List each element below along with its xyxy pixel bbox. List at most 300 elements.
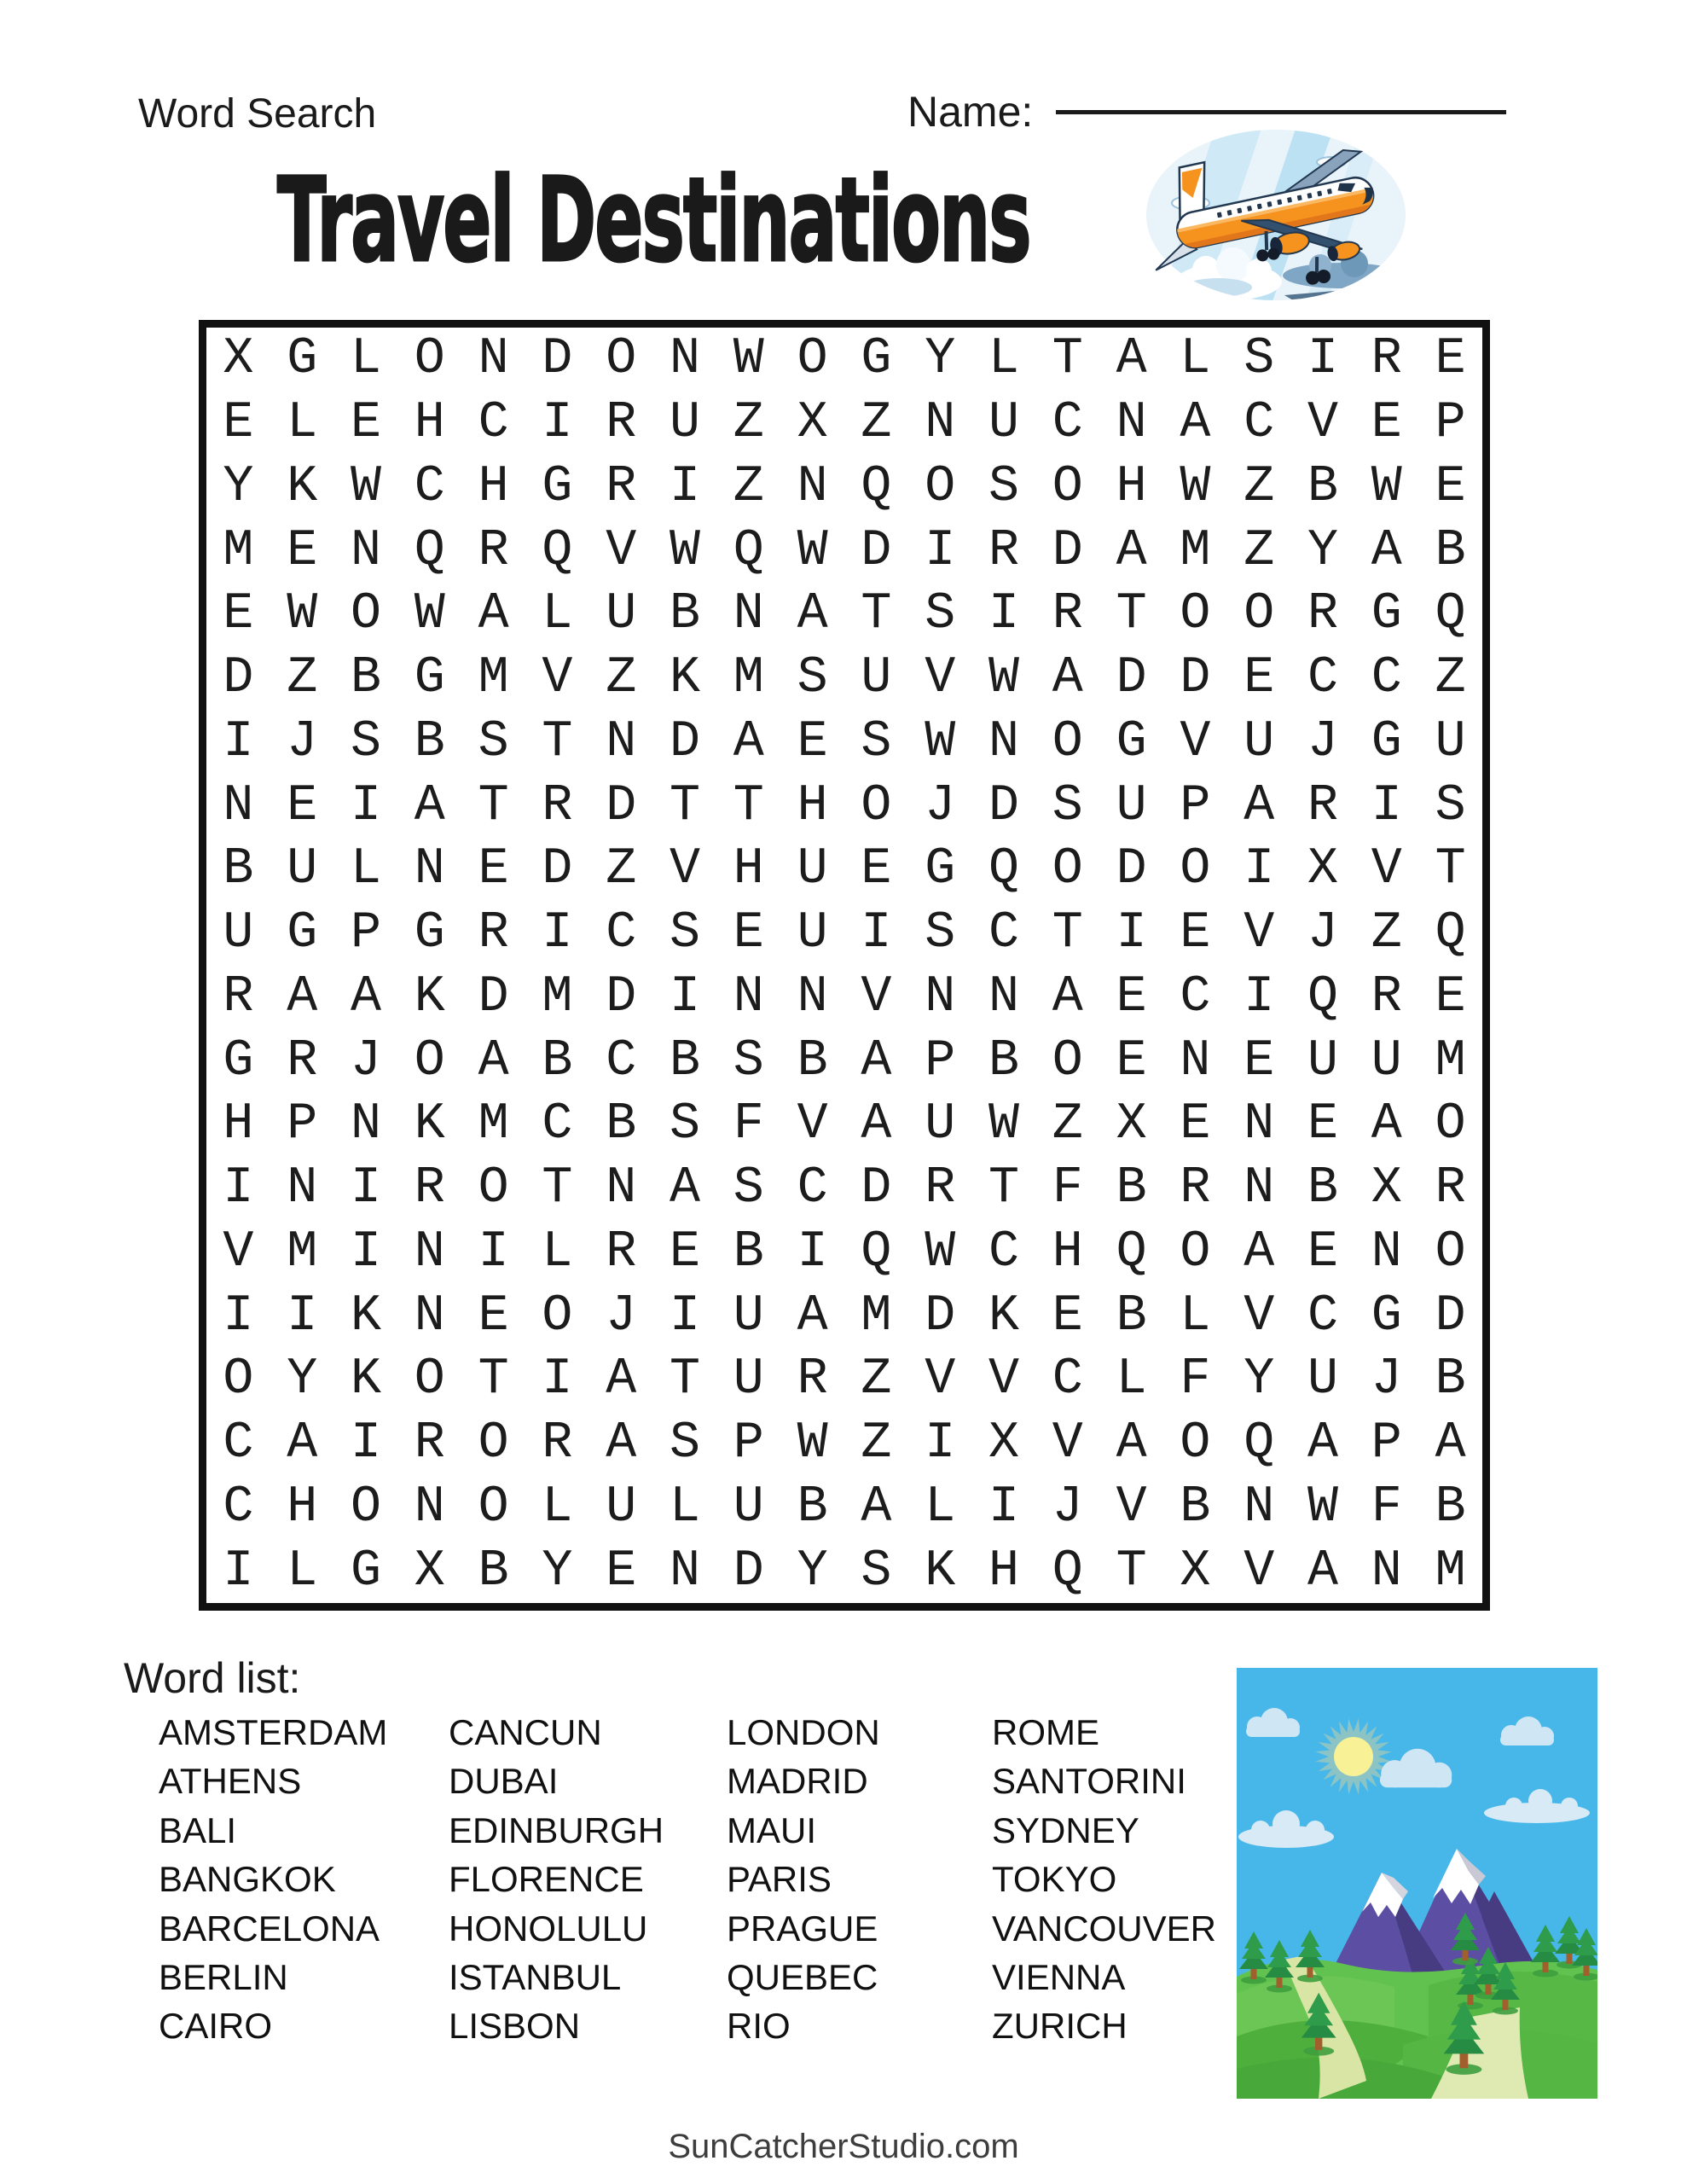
- grid-cell: S: [1052, 776, 1083, 835]
- grid-cell: U: [1371, 1031, 1402, 1090]
- grid-cell: I: [350, 1223, 381, 1281]
- grid-cell: J: [350, 1031, 381, 1090]
- grid-cell: O: [861, 776, 892, 835]
- grid-cell: R: [287, 1031, 318, 1090]
- word-list-item: MADRID: [727, 1761, 868, 1802]
- grid-cell: N: [925, 394, 956, 453]
- grid-cell: O: [350, 585, 381, 644]
- grid-cell: I: [669, 1287, 700, 1345]
- grid-cell: O: [223, 1350, 254, 1409]
- grid-cell: N: [1371, 1542, 1402, 1600]
- grid-cell: S: [350, 712, 381, 771]
- grid-cell: B: [988, 1031, 1019, 1090]
- grid-cell: N: [1244, 1478, 1275, 1536]
- grid-cell: A: [1052, 967, 1083, 1026]
- grid-cell: L: [669, 1478, 700, 1536]
- grid-cell: G: [542, 457, 573, 516]
- grid-cell: R: [542, 776, 573, 835]
- word-list-column: [992, 1708, 1216, 2051]
- grid-cell: S: [669, 904, 700, 963]
- grid-cell: A: [1180, 394, 1211, 453]
- grid-cell: Y: [1307, 521, 1338, 580]
- grid-cell: R: [988, 521, 1019, 580]
- grid-cell: I: [542, 904, 573, 963]
- grid-cell: N: [350, 1095, 381, 1154]
- word-list-item: BERLIN: [159, 1956, 288, 1997]
- grid-cell: E: [1116, 1031, 1147, 1090]
- grid-cell: L: [287, 1542, 318, 1600]
- grid-cell: D: [861, 521, 892, 580]
- grid-cell: E: [1307, 1095, 1338, 1154]
- grid-cell: E: [733, 904, 764, 963]
- grid-cell: P: [1180, 776, 1211, 835]
- grid-cell: U: [606, 1478, 637, 1536]
- grid-cell: X: [988, 1414, 1019, 1473]
- word-list-item: PRAGUE: [727, 1908, 878, 1949]
- grid-cell: F: [733, 1095, 764, 1154]
- grid-cell: I: [797, 1223, 828, 1281]
- grid-cell: I: [669, 457, 700, 516]
- grid-cell: A: [797, 585, 828, 644]
- grid-cell: U: [606, 585, 637, 644]
- grid-cell: N: [478, 330, 509, 389]
- grid-cell: A: [287, 1414, 318, 1473]
- grid-cell: N: [988, 967, 1019, 1026]
- grid-cell: Q: [414, 521, 445, 580]
- grid-cell: K: [350, 1350, 381, 1409]
- grid-cell: I: [287, 1287, 318, 1345]
- grid-cell: N: [797, 967, 828, 1026]
- grid-cell: Q: [861, 1223, 892, 1281]
- grid-cell: K: [350, 1287, 381, 1345]
- grid-cell: S: [1435, 776, 1466, 835]
- grid-cell: R: [414, 1159, 445, 1218]
- grid-cell: C: [606, 1031, 637, 1090]
- grid-cell: W: [988, 649, 1019, 708]
- grid-cell: N: [606, 712, 637, 771]
- grid-cell: H: [1052, 1223, 1083, 1281]
- grid-cell: X: [1371, 1159, 1402, 1218]
- grid-cell: P: [1371, 1414, 1402, 1473]
- grid-cell: P: [350, 904, 381, 963]
- grid-cell: A: [606, 1350, 637, 1409]
- grid-cell: R: [223, 967, 254, 1026]
- grid-cell: K: [414, 967, 445, 1026]
- grid-cell: C: [797, 1159, 828, 1218]
- grid-cell: C: [1052, 1350, 1083, 1409]
- grid-cell: C: [1180, 967, 1211, 1026]
- grid-cell: U: [733, 1350, 764, 1409]
- grid-cell: C: [606, 904, 637, 963]
- grid-cell: C: [1307, 1287, 1338, 1345]
- grid-cell: Z: [287, 649, 318, 708]
- grid-cell: A: [606, 1414, 637, 1473]
- grid-cell: Q: [1244, 1414, 1275, 1473]
- grid-cell: K: [925, 1542, 956, 1600]
- grid-cell: X: [1180, 1542, 1211, 1600]
- airplane-illustration: [1139, 119, 1412, 311]
- grid-cell: U: [925, 1095, 956, 1154]
- grid-cell: E: [478, 840, 509, 899]
- grid-cell: O: [1052, 1031, 1083, 1090]
- grid-cell: B: [733, 1223, 764, 1281]
- grid-cell: O: [1052, 840, 1083, 899]
- grid-cell: O: [542, 1287, 573, 1345]
- grid-cell: U: [287, 840, 318, 899]
- grid-cell: W: [797, 1414, 828, 1473]
- grid-cell: N: [669, 330, 700, 389]
- word-list-item: VANCOUVER: [992, 1908, 1216, 1949]
- grid-cell: I: [988, 1478, 1019, 1536]
- grid-cell: D: [606, 967, 637, 1026]
- grid-cell: N: [1371, 1223, 1402, 1281]
- grid-cell: Z: [1244, 457, 1275, 516]
- grid-cell: T: [542, 1159, 573, 1218]
- grid-cell: A: [478, 1031, 509, 1090]
- grid-cell: I: [925, 521, 956, 580]
- grid-cell: Y: [925, 330, 956, 389]
- grid-cell: Z: [861, 1350, 892, 1409]
- grid-cell: Z: [1371, 904, 1402, 963]
- grid-cell: A: [1307, 1542, 1338, 1600]
- grid-cell: L: [542, 585, 573, 644]
- grid-cell: T: [1435, 840, 1466, 899]
- grid-cell: J: [1307, 712, 1338, 771]
- grid-cell: Q: [1307, 967, 1338, 1026]
- grid-cell: Y: [542, 1542, 573, 1600]
- word-list-item: CANCUN: [449, 1712, 602, 1752]
- grid-cell: O: [606, 330, 637, 389]
- grid-cell: B: [1307, 457, 1338, 516]
- page-type-label: Word Search: [138, 91, 377, 136]
- grid-cell: X: [223, 330, 254, 389]
- grid-cell: E: [1244, 1031, 1275, 1090]
- grid-cell: A: [1244, 776, 1275, 835]
- grid-cell: A: [1052, 649, 1083, 708]
- grid-cell: B: [1435, 521, 1466, 580]
- word-list-item: HONOLULU: [449, 1908, 648, 1949]
- word-list-heading: Word list:: [124, 1654, 301, 1702]
- grid-cell: T: [1116, 585, 1147, 644]
- grid-cell: I: [542, 1350, 573, 1409]
- grid-cell: R: [1307, 776, 1338, 835]
- grid-cell: S: [797, 649, 828, 708]
- grid-cell: U: [1307, 1031, 1338, 1090]
- grid-cell: O: [797, 330, 828, 389]
- grid-cell: X: [1116, 1095, 1147, 1154]
- grid-cell: E: [1307, 1223, 1338, 1281]
- grid-cell: N: [925, 967, 956, 1026]
- grid-cell: Y: [1244, 1350, 1275, 1409]
- grid-cell: W: [414, 585, 445, 644]
- grid-cell: N: [287, 1159, 318, 1218]
- grid-cell: C: [414, 457, 445, 516]
- grid-cell: N: [414, 1287, 445, 1345]
- grid-cell: O: [414, 1350, 445, 1409]
- grid-cell: D: [1116, 840, 1147, 899]
- grid-cell: J: [1307, 904, 1338, 963]
- grid-cell: F: [1180, 1350, 1211, 1409]
- grid-cell: D: [1180, 649, 1211, 708]
- grid-cell: P: [1435, 394, 1466, 453]
- grid-cell: A: [1116, 521, 1147, 580]
- word-list-item: DUBAI: [449, 1761, 559, 1802]
- grid-cell: E: [350, 394, 381, 453]
- grid-cell: C: [223, 1478, 254, 1536]
- grid-cell: O: [478, 1478, 509, 1536]
- grid-cell: B: [669, 1031, 700, 1090]
- word-list-item: EDINBURGH: [449, 1809, 664, 1850]
- grid-cell: N: [223, 776, 254, 835]
- grid-cell: V: [1307, 394, 1338, 453]
- grid-cell: B: [797, 1031, 828, 1090]
- grid-cell: L: [350, 330, 381, 389]
- grid-cell: C: [988, 1223, 1019, 1281]
- grid-cell: S: [925, 585, 956, 644]
- grid-cell: Q: [988, 840, 1019, 899]
- word-list-item: ISTANBUL: [449, 1956, 622, 1997]
- grid-cell: A: [797, 1287, 828, 1345]
- grid-cell: I: [925, 1414, 956, 1473]
- grid-cell: G: [1116, 712, 1147, 771]
- grid-cell: B: [606, 1095, 637, 1154]
- grid-cell: L: [1116, 1350, 1147, 1409]
- grid-cell: G: [287, 904, 318, 963]
- grid-cell: J: [1052, 1478, 1083, 1536]
- grid-cell: I: [1244, 967, 1275, 1026]
- grid-cell: E: [1116, 967, 1147, 1026]
- grid-cell: M: [478, 1095, 509, 1154]
- grid-cell: A: [1244, 1223, 1275, 1281]
- grid-cell: E: [1435, 457, 1466, 516]
- word-list-item: LONDON: [727, 1712, 880, 1752]
- grid-cell: I: [350, 1414, 381, 1473]
- grid-cell: M: [1435, 1542, 1466, 1600]
- grid-cell: E: [287, 521, 318, 580]
- grid-cell: G: [287, 330, 318, 389]
- word-list-item: TOKYO: [992, 1859, 1117, 1900]
- grid-cell: A: [733, 712, 764, 771]
- grid-cell: I: [1116, 904, 1147, 963]
- grid-cell: B: [1435, 1478, 1466, 1536]
- grid-cell: H: [797, 776, 828, 835]
- grid-cell: L: [988, 330, 1019, 389]
- grid-cell: O: [1180, 585, 1211, 644]
- grid-cell: V: [1052, 1414, 1083, 1473]
- site-credit: SunCatcherStudio.com: [668, 2128, 1019, 2165]
- grid-cell: B: [542, 1031, 573, 1090]
- grid-cell: R: [1371, 330, 1402, 389]
- grid-cell: B: [1307, 1159, 1338, 1218]
- grid-cell: O: [1244, 585, 1275, 644]
- grid-cell: E: [1180, 904, 1211, 963]
- grid-cell: R: [414, 1414, 445, 1473]
- grid-cell: B: [478, 1542, 509, 1600]
- grid-cell: I: [223, 1287, 254, 1345]
- grid-cell: K: [414, 1095, 445, 1154]
- word-list-item: CAIRO: [159, 2006, 273, 2047]
- grid-cell: T: [733, 776, 764, 835]
- grid-cell: O: [925, 457, 956, 516]
- grid-cell: Q: [861, 457, 892, 516]
- grid-cell: D: [1052, 521, 1083, 580]
- word-list-item: LISBON: [449, 2006, 581, 2047]
- grid-cell: N: [414, 1478, 445, 1536]
- grid-cell: M: [478, 649, 509, 708]
- grid-cell: S: [669, 1414, 700, 1473]
- grid-cell: R: [1052, 585, 1083, 644]
- grid-cell: Z: [1435, 649, 1466, 708]
- grid-cell: B: [1116, 1287, 1147, 1345]
- grid-cell: A: [287, 967, 318, 1026]
- grid-cell: S: [988, 457, 1019, 516]
- grid-cell: O: [414, 1031, 445, 1090]
- grid-cell: V: [1180, 712, 1211, 771]
- grid-cell: R: [606, 1223, 637, 1281]
- grid-cell: U: [223, 904, 254, 963]
- grid-cell: M: [287, 1223, 318, 1281]
- grid-cell: D: [542, 840, 573, 899]
- grid-cell: N: [988, 712, 1019, 771]
- grid-cell: V: [861, 967, 892, 1026]
- grid-cell: E: [478, 1287, 509, 1345]
- grid-cell: X: [414, 1542, 445, 1600]
- grid-cell: P: [925, 1031, 956, 1090]
- grid-cell: N: [606, 1159, 637, 1218]
- grid-cell: D: [1435, 1287, 1466, 1345]
- grid-cell: D: [669, 712, 700, 771]
- grid-cell: G: [414, 904, 445, 963]
- grid-cell: I: [223, 1159, 254, 1218]
- grid-cell: Z: [1052, 1095, 1083, 1154]
- grid-cell: E: [1371, 394, 1402, 453]
- grid-cell: K: [669, 649, 700, 708]
- grid-cell: G: [414, 649, 445, 708]
- grid-cell: B: [1116, 1159, 1147, 1218]
- grid-cell: Q: [542, 521, 573, 580]
- grid-cell: E: [223, 394, 254, 453]
- grid-cell: B: [797, 1478, 828, 1536]
- grid-cell: V: [669, 840, 700, 899]
- grid-cell: H: [287, 1478, 318, 1536]
- grid-cell: R: [1435, 1159, 1466, 1218]
- grid-cell: A: [1116, 330, 1147, 389]
- grid-cell: A: [1435, 1414, 1466, 1473]
- grid-cell: Q: [1435, 904, 1466, 963]
- grid-cell: O: [1435, 1223, 1466, 1281]
- grid-cell: B: [669, 585, 700, 644]
- grid-cell: A: [861, 1095, 892, 1154]
- grid-cell: U: [797, 840, 828, 899]
- grid-cell: V: [606, 521, 637, 580]
- grid-cell: R: [925, 1159, 956, 1218]
- grid-cell: Z: [733, 457, 764, 516]
- grid-cell: Q: [1052, 1542, 1083, 1600]
- grid-cell: G: [861, 330, 892, 389]
- word-list-item: VIENNA: [992, 1956, 1126, 1997]
- word-list-item: QUEBEC: [727, 1956, 878, 1997]
- grid-cell: A: [1116, 1414, 1147, 1473]
- grid-cell: V: [1244, 904, 1275, 963]
- grid-cell: L: [542, 1223, 573, 1281]
- grid-cell: M: [1180, 521, 1211, 580]
- grid-cell: T: [478, 776, 509, 835]
- grid-cell: T: [1052, 330, 1083, 389]
- grid-cell: V: [1244, 1542, 1275, 1600]
- grid-cell: L: [925, 1478, 956, 1536]
- grid-cell: C: [1244, 394, 1275, 453]
- grid-cell: O: [478, 1414, 509, 1473]
- grid-cell: U: [1435, 712, 1466, 771]
- grid-cell: M: [733, 649, 764, 708]
- grid-cell: W: [287, 585, 318, 644]
- grid-cell: M: [223, 521, 254, 580]
- grid-cell: R: [1307, 585, 1338, 644]
- grid-cell: U: [1244, 712, 1275, 771]
- grid-cell: W: [925, 1223, 956, 1281]
- grid-cell: F: [1052, 1159, 1083, 1218]
- grid-cell: D: [988, 776, 1019, 835]
- grid-cell: N: [414, 1223, 445, 1281]
- grid-cell: S: [669, 1095, 700, 1154]
- grid-cell: I: [350, 776, 381, 835]
- grid-cell: V: [925, 649, 956, 708]
- grid-cell: L: [350, 840, 381, 899]
- grid-cell: D: [733, 1542, 764, 1600]
- grid-cell: E: [1052, 1287, 1083, 1345]
- grid-cell: L: [287, 394, 318, 453]
- grid-cell: T: [669, 1350, 700, 1409]
- grid-cell: R: [1371, 967, 1402, 1026]
- grid-cell: C: [1307, 649, 1338, 708]
- page-title: Travel Destinations: [277, 154, 1030, 288]
- word-list-item: MAUI: [727, 1809, 816, 1850]
- grid-cell: A: [669, 1159, 700, 1218]
- grid-cell: Z: [1244, 521, 1275, 580]
- grid-cell: Y: [287, 1350, 318, 1409]
- word-list-column: [449, 1708, 664, 2051]
- grid-cell: Z: [733, 394, 764, 453]
- grid-cell: I: [988, 585, 1019, 644]
- grid-cell: E: [861, 840, 892, 899]
- puzzle-grid: [199, 320, 1490, 1611]
- word-list-item: BARCELONA: [159, 1908, 380, 1949]
- grid-cell: J: [1371, 1350, 1402, 1409]
- grid-cell: N: [1180, 1031, 1211, 1090]
- grid-cell: H: [1116, 457, 1147, 516]
- grid-cell: N: [1116, 394, 1147, 453]
- grid-cell: S: [478, 712, 509, 771]
- hills: [1237, 1960, 1597, 2099]
- grid-cell: L: [1180, 1287, 1211, 1345]
- grid-cell: Z: [861, 1414, 892, 1473]
- grid-cell: M: [1435, 1031, 1466, 1090]
- grid-cell: B: [350, 649, 381, 708]
- grid-cell: E: [606, 1542, 637, 1600]
- grid-cell: W: [797, 521, 828, 580]
- word-list-item: BALI: [159, 1809, 237, 1850]
- word-list-column: [727, 1708, 880, 2051]
- grid-cell: X: [1307, 840, 1338, 899]
- grid-cell: I: [861, 904, 892, 963]
- grid-cell: R: [478, 521, 509, 580]
- grid-cell: G: [1371, 712, 1402, 771]
- grid-cell: V: [1244, 1287, 1275, 1345]
- grid-cell: U: [733, 1287, 764, 1345]
- grid-cell: R: [606, 394, 637, 453]
- grid-cell: U: [861, 649, 892, 708]
- grid-cell: D: [478, 967, 509, 1026]
